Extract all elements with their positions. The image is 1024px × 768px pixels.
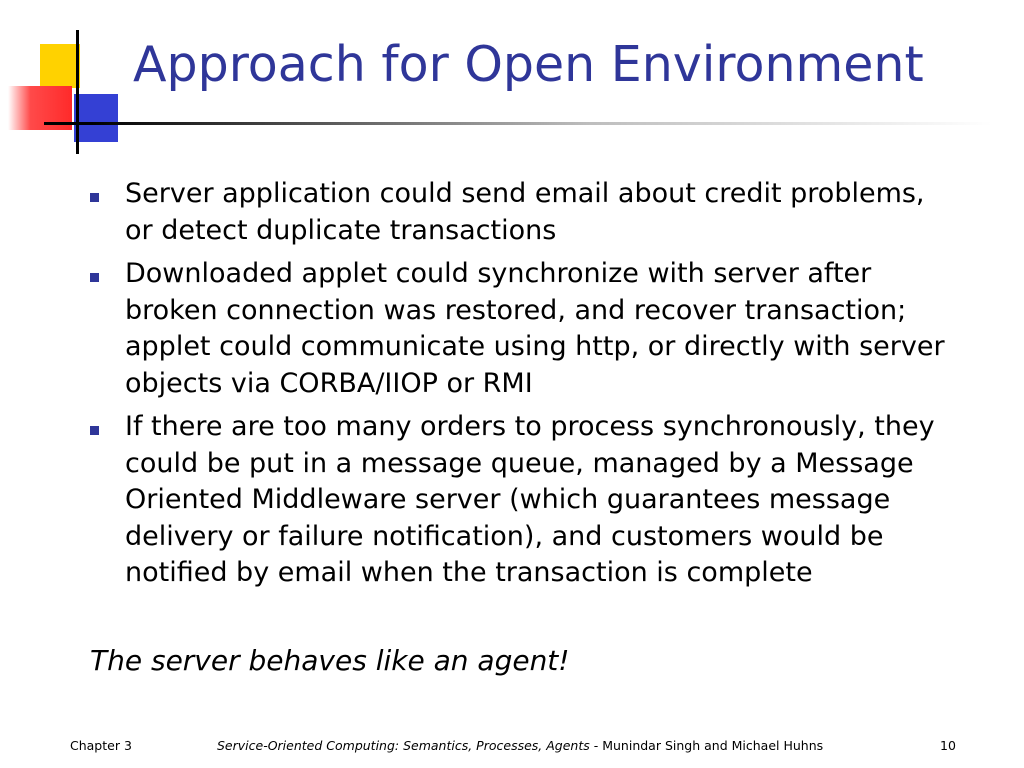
bullet-text: Downloaded applet could synchronize with server after broken connection was restored, and recover transaction; applet could communicate using http, or directly with server objects via CORBA/IIOP or RMI	[125, 258, 945, 399]
square-bullet-icon	[90, 193, 99, 202]
bullet-list	[88, 176, 948, 599]
footer-book-title: Service-Oriented Computing: Semantics, Processes, Agents	[217, 738, 590, 753]
slide-title: Approach for Open Environment	[133, 36, 924, 93]
logo-blue-square	[74, 94, 118, 142]
bullet-text: If there are too many orders to process synchronously, they could be put in a message queue, managed by a Message Oriented Middleware server (which guarantees message delivery or failure notification), and customers would be notified by email when the transaction is complete	[125, 411, 935, 588]
bullet-item	[88, 256, 948, 402]
logo-vertical-line	[76, 30, 79, 154]
slide-logo	[0, 0, 140, 160]
title-underline	[92, 122, 992, 125]
logo-yellow-square	[40, 44, 80, 88]
bullet-item	[88, 176, 948, 249]
logo-horizontal-line	[44, 122, 96, 125]
footer-authors: - Munindar Singh and Michael Huhns	[589, 738, 824, 753]
square-bullet-icon	[90, 426, 99, 435]
footer-page-number: 10	[940, 738, 956, 753]
footer-chapter: Chapter 3	[70, 738, 132, 753]
closing-statement: The server behaves like an agent!	[90, 644, 570, 677]
bullet-item	[88, 409, 948, 592]
square-bullet-icon	[90, 273, 99, 282]
bullet-text: Server application could send email about credit problems, or detect duplicate transactions	[125, 178, 925, 246]
footer-book-credit	[217, 738, 823, 753]
